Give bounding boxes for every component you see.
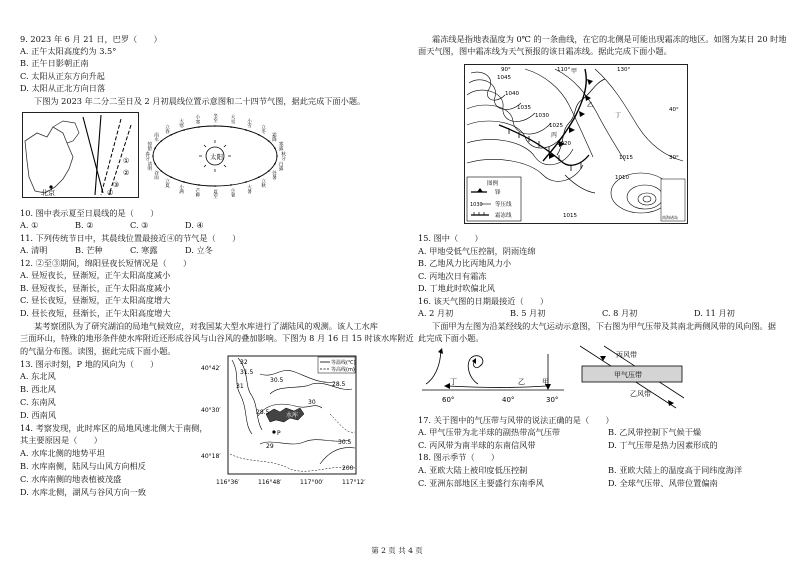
line-4-label: ④ [107,189,114,197]
solar-term-label: 大雪 [230,114,236,124]
q18-option-c: C. 亚洲东部地区主要盛行东南季风 [418,478,544,488]
solar-term-label: 春分 [144,151,150,161]
q13-option-a: A. 东北风 [20,371,56,381]
q18-row-2 [418,478,794,489]
q12-option-a: A. 昼短夜长，昼渐短，正午太阳高度减小 [20,270,171,280]
q13-option-b: B. 西北风 [20,384,56,394]
belt-jia: 甲气压带 [614,371,642,379]
term-dot [274,147,276,149]
circ-yi: 乙 [518,378,525,386]
isotherm-31-5: 31.5 [240,369,254,376]
isobar-1040: 1040 [505,91,519,97]
term-dot [170,176,172,178]
legend-isotherm: 等温线(℃) [331,360,356,366]
legend-front: 锋 [495,190,501,196]
isobar-1045: 1045 [497,75,511,81]
isotherm-28-5-top: 28.5 [332,381,346,388]
q11-option-a: A. 清明 [20,245,48,255]
q11-stem: 11. 下列传统节日中，其晨线位置最接近④的节气是（ ） [20,233,241,243]
page-footer: 第 2 页 共 4 页 [371,546,423,555]
lat-tick-2: 40°30′ [201,407,221,414]
term-dot [214,125,216,127]
q14-option-a: A. 水库北侧的地势平坦 [20,448,105,458]
q10-option-b: B. ② [75,220,94,230]
solar-term-label: 惊蛰 [146,141,152,151]
solar-term-label: 大暑 [246,184,252,194]
lat-tick-3: 40°18′ [201,453,221,460]
isobar-1015-low: 1015 [563,213,577,219]
q17-option-d: D. 丁气压带是热力因素形成的 [608,440,718,450]
q10-option-c: C. ③ [130,220,149,230]
q18-stem: 18. 图示季节（ ） [418,452,500,462]
solar-term-label: 冬至 [212,113,218,123]
q13-option-d: D. 西南风 [20,410,57,420]
q18-option-a: A. 亚欧大陆上被印度低压控制 [418,465,528,475]
lon-tick-2: 116°48′ [258,479,282,486]
solar-term-label: 夏至 [212,189,218,199]
lon-tick-3: 117°00′ [300,479,324,486]
reservoir-label: 水库 [286,412,299,419]
term-dot [161,140,163,142]
q17-option-c: C. 丙风带为南半球的东南信风带 [418,440,536,450]
point-p-label: P [277,430,281,437]
term-dot [245,129,247,131]
solar-term-label: 谷雨 [153,170,159,180]
term-dot [183,129,185,131]
circ-lat-40: 40° [502,396,515,404]
isobar-1025: 1025 [549,123,563,129]
lon-tick-1: 116°36′ [216,479,240,486]
term-dot [258,176,260,178]
intro-2-line-2: 三面环山，特殊的地形条件使水库附近还形成谷风与山谷风的叠加影响。下图为 8 月 16 日 15 时该水库附近 [20,333,414,343]
line-2-label: ② [123,169,130,177]
term-dot [154,163,156,165]
term-dot [230,126,232,128]
q9-option-c: C. 太阳从正东方向升起 [20,71,105,81]
belt-bing: 丙风带 [616,351,637,359]
q12-option-d: D. 昼长夜短，昼渐长，正午太阳高度增大 [20,308,171,318]
term-dot [276,155,278,157]
q16-option-d: D. 11 月初 [694,308,735,318]
legend-1030: 1030 [470,202,483,208]
intro-3-line-1: 霜冻线是指地表温度为 0℃ 的一条曲线，在它的北侧是可能出现霜冻的地区。如图为某日 20 时地 [432,34,787,44]
q14-option-d: D. 水库北侧，湖风与谷风方向一致 [20,487,147,497]
isobar-1030: 1030 [535,113,549,119]
line-1-label: ① [123,157,130,165]
q17-row-1 [418,427,794,438]
isobar-1020: 1020 [557,141,571,147]
term-dot [198,126,200,128]
term-dot [274,163,276,165]
circ-ding: 丁 [450,378,457,386]
intro-2-line-1: 某考察团队为了研究湖泊的局地气候效应，对我国某大型水库进行了湖陆风的观测。该人工水库 [34,321,378,331]
lon-90: 90° [501,67,511,73]
isotherm-29: 29 [266,443,274,450]
q14-stem-1: 14. 考察发现，此时库区的局地风速北侧大于南侧， [20,423,208,433]
q12-option-b: B. 昼短夜长，昼渐长，正午太阳高度减小 [20,283,171,293]
isotherm-30: 30 [308,399,316,406]
q15-option-c: C. 丙地次日有霜冻 [418,271,487,281]
place-bing: 丙 [551,132,558,139]
q17-option-b: B. 乙风带控制下气候干燥 [608,427,702,437]
lon-tick-4: 117°12′ [342,479,366,486]
term-dot [170,134,172,136]
intro-4-line-2: 此完成下面小题。 [418,333,484,343]
term-dot [198,184,200,186]
place-jia: 甲 [571,68,578,75]
q13-option-c: C. 东南风 [20,397,56,407]
isobar-1035: 1035 [517,105,531,111]
lat-40: 40° [669,107,679,113]
q9-stem: 9. 2023 年 6 月 21 日，巴罗（ ） [20,34,162,44]
term-dot [214,185,216,187]
solar-term-label: 秋分 [280,151,286,161]
q15-option-a: A. 甲地受低气压控制，阴雨连绵 [418,246,536,256]
q9-option-d: D. 太阳从正北方向日落 [20,83,106,93]
term-dot [154,147,156,149]
q16-options [418,308,735,319]
circ-lat-60: 60° [442,396,455,404]
q15-option-d: D. 丁地此时吹偏北风 [418,283,495,293]
isotherm-31: 31 [236,383,244,390]
solar-term-label: 白露 [278,161,284,171]
solar-term-label: 小暑 [230,188,236,198]
legend-isobar: 等压线 [495,202,512,208]
pressure-belt-diagram [576,344,688,412]
solar-term-label: 雨水 [153,132,159,142]
solar-term-label: 立夏 [164,178,170,188]
lat-30: 30° [669,155,679,161]
circulation-diagram [418,348,568,410]
intro-2-line-3: 的气温分布图。读图，据此完成下面小题。 [20,346,176,356]
intro-4-line-1: 下面甲为左图为沿某经线的大气运动示意图，下右图为甲气压带及其南北两侧风带的风向图。据 [432,321,776,331]
q17-option-a: A. 甲气压带为北半球的副热带高气压带 [418,427,561,437]
lat-tick-1: 40°42′ [201,365,221,372]
circ-jia: 甲 [542,378,549,386]
isotherm-28-5-mid: 28.5 [256,409,270,416]
lon-130: 130° [617,67,631,73]
circ-lat-30: 30° [546,396,559,404]
q10-option-d: D. ④ [185,220,204,230]
legend-frostline: 霜冻线 [495,213,512,219]
solar-term-label: 小雪 [246,118,252,128]
q17-stem: 17. 关于图中的气压带与风带的说法正确的是（ ） [418,415,614,425]
solar-term-label: 霜降 [271,132,277,142]
q14-option-b: B. 水库南侧，陆风与山风方向相反 [20,461,146,471]
weather-map [464,64,688,224]
contour-200: 200 [342,465,354,472]
solar-term-label: 立春 [164,124,170,134]
place-ding: 丁 [615,112,622,119]
q11-option-c: C. 寒露 [130,245,158,255]
reservoir-temperature-map [200,354,390,490]
q10-options [20,220,240,231]
isotherm-32: 32 [240,359,248,366]
q11-options [20,245,240,256]
q16-option-c: C. 8 月初 [602,308,638,318]
solar-term-label: 清明 [146,161,152,171]
term-dot [152,155,154,157]
solar-term-label: 小寒 [194,114,200,124]
term-dot [183,181,185,183]
q10-option-a: A. ① [20,220,39,230]
line-3-label: ③ [113,181,120,189]
beijing-label: 北京 [41,189,55,197]
q16-stem: 16. 该天气图的日期最接近（ ） [418,296,549,306]
q12-stem: 12. ②至③期间，绵阳昼夜长短情况是（ ） [20,258,192,268]
solar-term-label: 处暑 [271,170,277,180]
belt-yi: 乙风带 [630,390,651,398]
isobar-1015: 1015 [619,155,633,161]
solar-term-label: 芒种 [194,188,200,198]
term-dot [230,184,232,186]
isobar-1010: 1010 [615,175,629,181]
terminator-map [22,112,139,198]
intro-3-line-2: 面天气图，图中霜冻线为天气预报的该日霜冻线。据此完成下面小题。 [418,46,672,56]
term-dot [268,140,270,142]
legend-contour: 等高线(m) [331,367,355,373]
q14-option-c: C. 水库南侧的地表植被茂盛 [20,474,122,484]
q16-option-b: B. 5 月初 [510,308,546,318]
q13-stem: 13. 图示时刻，P 地的风向为（ ） [20,359,159,369]
q14-stem-2: 其主要原因是（ ） [20,435,102,445]
solar-term-label: 寒露 [278,141,284,151]
q17-row-2 [418,440,794,451]
solar-term-label: 小满 [178,184,184,194]
q18-option-b: B. 亚欧大陆上的温度高于同纬度海洋 [608,465,743,475]
legend-title: 图例 [487,181,499,187]
q18-option-d: D. 全球气压带、风带位置偏南 [608,478,718,488]
q11-option-b: B. 芒种 [75,245,103,255]
south-sea-inset: 南海诸岛 [662,215,678,220]
solar-term-label: 大寒 [178,118,184,128]
lon-110: 110° [557,67,571,73]
term-dot [258,134,260,136]
q9-option-b: B. 正午日影朝正南 [20,58,89,68]
q10-stem: 10. 图中表示夏至日晨线的是（ ） [20,208,159,218]
q9-option-a: A. 正午太阳高度约为 3.5° [20,46,117,56]
place-yi: 乙 [587,102,594,109]
sun-label: 太阳 [210,153,223,161]
q16-option-a: A. 2 月初 [418,308,454,318]
intro-1: 下图为 2023 年二分二至日及 2 月初晨线位置示意图和二十四节气图，据此完成下面小题。 [34,96,366,106]
isotherm-30-5-low: 30.5 [338,439,352,446]
q15-stem: 15. 图中（ ） [418,233,483,243]
q12-option-c: C. 昼长夜短，昼渐短，正午太阳高度增大 [20,295,171,305]
term-dot [161,170,163,172]
solar-terms-orbit [140,108,290,204]
solar-term-label: 立秋 [260,178,266,188]
q15-option-b: B. 乙地风力比丙地风力小 [418,258,512,268]
solar-term-label: 立冬 [260,124,266,134]
isotherm-30-5: 30.5 [270,377,284,384]
q11-option-d: D. 立冬 [185,245,213,255]
term-dot [245,181,247,183]
q18-row-1 [418,465,794,476]
term-dot [268,170,270,172]
